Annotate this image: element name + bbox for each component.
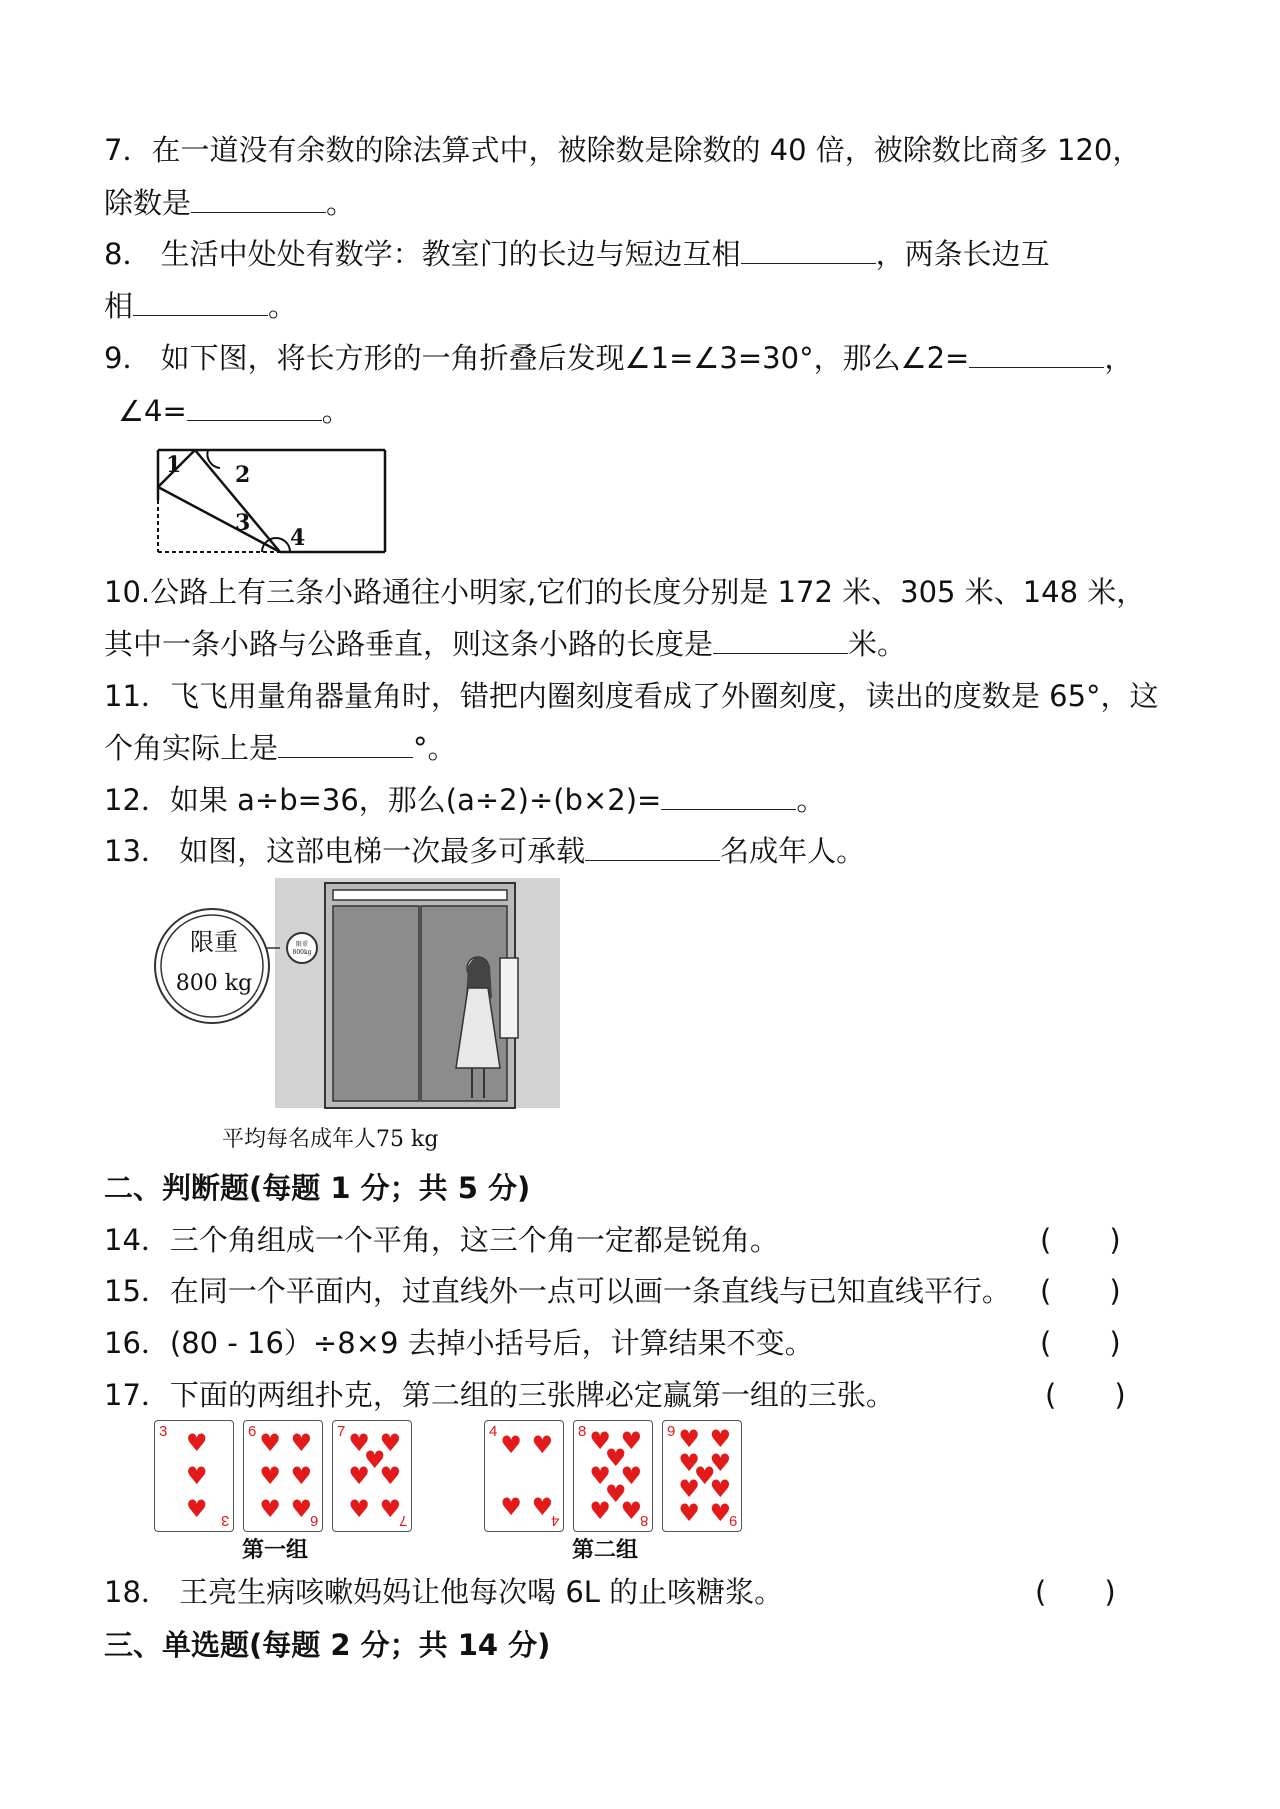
q10-answer-blank[interactable] [713, 623, 848, 654]
q11-answer-blank[interactable] [278, 727, 413, 758]
q17-answer-paren[interactable]: ( ) [1045, 1378, 1126, 1412]
q10-line2 [104, 623, 906, 664]
q8-prefix2: 相 [104, 289, 134, 323]
heart-icon: ♥ [620, 1462, 643, 1490]
weight-limit-sign-title: 限重 [190, 928, 238, 956]
heart-icon: ♥ [620, 1426, 643, 1455]
q10-line1: 10.公路上有三条小路通往小明家,它们的长度分别是 172 米、305 米、148 米， [104, 575, 1146, 609]
card-rank: 6 [248, 1423, 257, 1440]
q8-prefix: 8． 生活中处处有数学：教室门的长边与短边互相 [104, 237, 741, 271]
heart-icon: ♥ [379, 1462, 402, 1490]
heart-icon: ♥ [290, 1495, 313, 1523]
q9-mid: ， [1104, 341, 1134, 375]
heart-icon: ♥ [605, 1444, 627, 1473]
card-rank: 8 [639, 1512, 648, 1529]
elevator-caption: 平均每名成年人75 kg [222, 1127, 439, 1152]
angle-label-1: 1 [166, 452, 182, 478]
playing-card [332, 1420, 412, 1532]
card-group-label-1: 第一组 [242, 1538, 309, 1563]
small-weight-sign-value: 800kg [292, 949, 312, 956]
angle-label-3: 3 [235, 510, 251, 536]
q16-text: 16．(80 - 16）÷8×9 去掉小括号后，计算结果不变。 [104, 1326, 814, 1360]
heart-icon: ♥ [620, 1497, 643, 1526]
q13-line [104, 830, 865, 871]
heart-icon: ♥ [348, 1495, 370, 1523]
heart-icon: ♥ [348, 1429, 370, 1457]
heart-icon: ♥ [186, 1495, 208, 1523]
heart-icon: ♥ [259, 1495, 281, 1523]
q7-prefix: 除数是 [104, 186, 192, 220]
q12-suffix: 。 [796, 783, 826, 817]
heart-icon: ♥ [186, 1429, 208, 1457]
card-rank: 4 [489, 1423, 498, 1440]
section3-heading: 三、单选题(每题 2 分；共 14 分) [104, 1628, 551, 1662]
q18-answer-paren[interactable]: ( ) [1035, 1575, 1116, 1609]
heart-icon: ♥ [259, 1462, 281, 1490]
card-rank: 9 [728, 1512, 737, 1529]
q13-answer-blank[interactable] [585, 830, 720, 861]
card-rank: 4 [550, 1512, 559, 1529]
card-rank: 3 [159, 1423, 168, 1440]
playing-card [573, 1420, 653, 1532]
card-rank: 9 [667, 1423, 676, 1440]
q13-suffix: 名成年人。 [720, 834, 866, 868]
q7-line2 [104, 182, 355, 223]
heart-icon: ♥ [589, 1426, 611, 1455]
heart-icon: ♥ [678, 1475, 700, 1504]
heart-icon: ♥ [709, 1424, 732, 1453]
q7-answer-blank[interactable] [191, 182, 326, 213]
q8-suffix: 。 [268, 289, 298, 323]
q9-prefix: 9． 如下图，将长方形的一角折叠后发现∠1=∠3=30°，那么∠2= [104, 341, 970, 375]
q9-line1 [104, 337, 1133, 378]
q14-answer-paren[interactable]: ( ) [1040, 1223, 1121, 1257]
weight-limit-sign-value: 800 kg [175, 971, 253, 996]
q18-text: 18． 王亮生病咳嗽妈妈让他每次喝 6L 的止咳糖浆。 [104, 1575, 784, 1609]
q10-suffix: 米。 [848, 627, 907, 661]
heart-icon: ♥ [694, 1462, 716, 1490]
q8-answer-blank-2[interactable] [133, 285, 268, 316]
q15-answer-paren[interactable]: ( ) [1040, 1274, 1121, 1308]
heart-icon: ♥ [589, 1497, 611, 1526]
card-rank: 3 [220, 1512, 229, 1529]
heart-icon: ♥ [259, 1429, 281, 1457]
heart-icon: ♥ [678, 1499, 700, 1528]
q9-answer-blank-1[interactable] [969, 337, 1104, 368]
q15-text: 15．在同一个平面内，过直线外一点可以画一条直线与已知直线平行。 [104, 1274, 1011, 1308]
q9-answer-blank-2[interactable] [187, 390, 322, 421]
heart-icon: ♥ [364, 1445, 386, 1474]
small-weight-sign-title: 限重 [295, 941, 309, 948]
heart-icon: ♥ [348, 1462, 370, 1490]
card-rank: 6 [309, 1512, 318, 1529]
heart-icon: ♥ [605, 1479, 627, 1508]
heart-icon: ♥ [186, 1462, 208, 1490]
q9-suffix: 。 [321, 394, 351, 428]
q10-prefix: 其中一条小路与公路垂直，则这条小路的长度是 [104, 627, 714, 661]
q11-line1: 11．飞飞用量角器量角时，错把内圈刻度看成了外圈刻度，读出的度数是 65°，这 [104, 679, 1159, 713]
elevator-illustration [150, 878, 560, 1120]
heart-icon: ♥ [531, 1431, 554, 1460]
heart-icon: ♥ [678, 1424, 700, 1453]
q7-line1: 7．在一道没有余数的除法算式中，被除数是除数的 40 倍，被除数比商多 120， [104, 133, 1142, 167]
heart-icon: ♥ [379, 1429, 402, 1457]
q13-prefix: 13． 如图，这部电梯一次最多可承载 [104, 834, 586, 868]
heart-icon: ♥ [500, 1492, 522, 1521]
playing-card [243, 1420, 323, 1532]
heart-icon: ♥ [678, 1448, 700, 1477]
card-rank: 7 [398, 1512, 407, 1529]
q8-answer-blank-1[interactable] [741, 233, 876, 264]
q8-mid: ，两条长边互 [875, 237, 1050, 271]
q17-text: 17．下面的两组扑克，第二组的三张牌必定赢第一组的三张。 [104, 1378, 895, 1412]
folded-rectangle-figure [150, 442, 395, 560]
heart-icon: ♥ [589, 1462, 611, 1490]
q12-line [104, 779, 825, 820]
playing-card [662, 1420, 742, 1532]
q14-text: 14．三个角组成一个平角，这三个角一定都是锐角。 [104, 1223, 779, 1257]
q7-suffix: 。 [326, 186, 356, 220]
q11-prefix: 个角实际上是 [104, 731, 279, 765]
heart-icon: ♥ [500, 1431, 522, 1460]
heart-icon: ♥ [709, 1448, 732, 1477]
playing-card [154, 1420, 234, 1532]
section2-heading: 二、判断题(每题 1 分；共 5 分) [104, 1171, 531, 1205]
q9-prefix2: ∠4= [118, 394, 187, 428]
q8-line1 [104, 233, 1050, 274]
angle-label-4: 4 [290, 525, 306, 551]
q8-line2 [104, 285, 297, 326]
playing-card [484, 1420, 564, 1532]
heart-icon: ♥ [290, 1429, 313, 1457]
q9-line2 [118, 390, 351, 431]
q11-line2 [104, 727, 457, 768]
q11-suffix: °。 [413, 731, 457, 765]
angle-label-2: 2 [235, 462, 251, 488]
heart-icon: ♥ [709, 1499, 732, 1528]
q12-prefix: 12．如果 a÷b=36，那么(a÷2)÷(b×2)= [104, 783, 662, 817]
heart-icon: ♥ [709, 1475, 732, 1504]
heart-icon: ♥ [379, 1495, 402, 1523]
card-group-label-2: 第二组 [572, 1538, 639, 1563]
heart-icon: ♥ [531, 1492, 554, 1521]
card-rank: 7 [337, 1423, 346, 1440]
card-rank: 8 [578, 1423, 587, 1440]
heart-icon: ♥ [290, 1462, 313, 1490]
q16-answer-paren[interactable]: ( ) [1040, 1326, 1121, 1360]
q12-answer-blank[interactable] [661, 779, 796, 810]
